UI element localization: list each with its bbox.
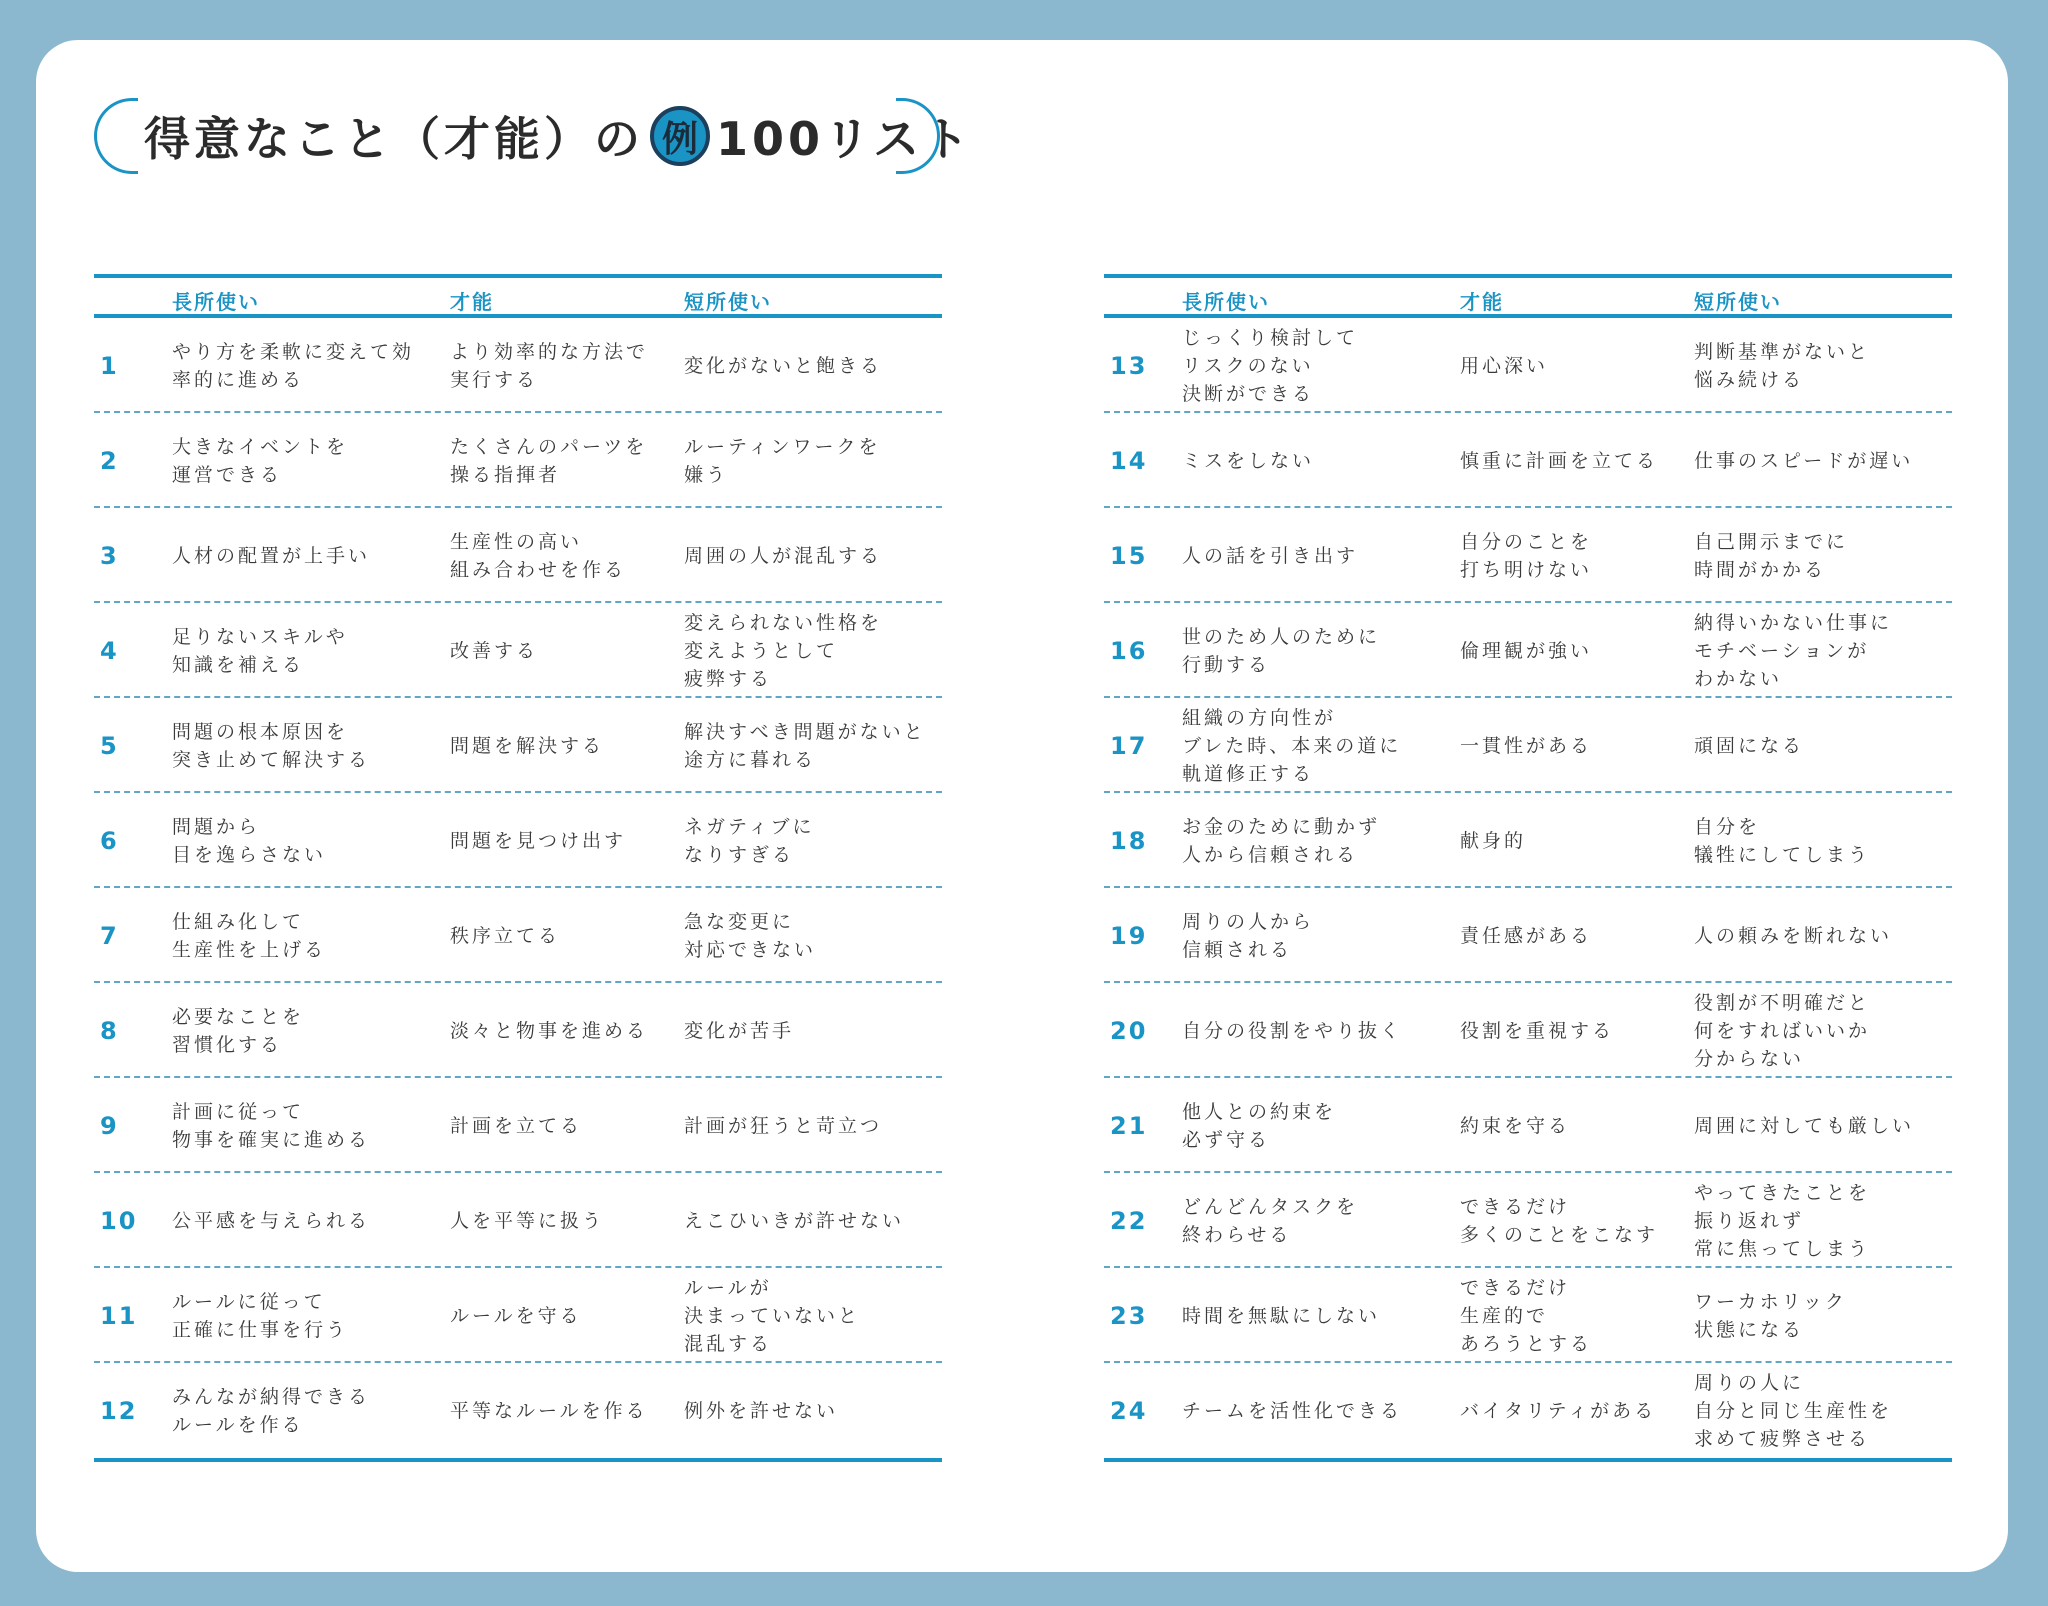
cell-talent: 人を平等に扱う [450, 1209, 605, 1232]
cell-weakness: 納得いかない仕事に モチベーションが わかない [1694, 611, 1893, 690]
row-number: 21 [1110, 1111, 1148, 1140]
cell-strength: じっくり検討して リスクのない 決断ができる [1182, 326, 1359, 405]
row-number: 5 [100, 731, 119, 760]
table-row [94, 1268, 942, 1363]
cell-strength: 人材の配置が上手い [172, 544, 371, 567]
cell-talent: 用心深い [1460, 354, 1549, 377]
row-number: 1 [100, 351, 119, 380]
cell-strength: 人の話を引き出す [1182, 544, 1359, 567]
cell-strength: 足りないスキルや 知識を補える [172, 625, 348, 676]
table-row [1104, 1078, 1952, 1173]
cell-strength: 公平感を与えられる [172, 1209, 371, 1232]
cell-weakness: 計画が狂うと苛立つ [684, 1114, 883, 1137]
cell-strength: 大きなイベントを 運営できる [172, 435, 349, 486]
cell-strength: やり方を柔軟に変えて効 率的に進める [172, 340, 415, 391]
row-number: 19 [1110, 921, 1148, 950]
header-strength: 長所使い [1182, 290, 1270, 314]
header-weakness: 短所使い [1694, 290, 1782, 314]
cell-weakness: ルールが 決まっていないと 混乱する [684, 1276, 861, 1355]
row-number: 15 [1110, 541, 1148, 570]
cell-talent: 生産性の高い 組み合わせを作る [450, 530, 627, 581]
cell-strength: 計画に従って 物事を確実に進める [172, 1100, 371, 1151]
cell-strength: 世のため人のために 行動する [1182, 625, 1381, 676]
cell-strength: 組織の方向性が ブレた時、本来の道に 軌道修正する [1182, 706, 1402, 785]
table-row [1104, 983, 1952, 1078]
cell-strength: 仕組み化して 生産性を上げる [172, 910, 327, 961]
cell-strength: どんどんタスクを 終わらせる [1182, 1195, 1359, 1246]
table-row [1104, 1173, 1952, 1268]
row-number: 11 [100, 1301, 138, 1330]
cell-weakness: 判断基準がないと 悩み続ける [1694, 340, 1871, 391]
header-weakness: 短所使い [684, 290, 772, 314]
table-row [1104, 1363, 1952, 1458]
table-row [94, 603, 942, 698]
cell-talent: より効率的な方法で 実行する [450, 340, 649, 391]
talent-table-right [1104, 274, 1952, 1462]
row-number: 10 [100, 1206, 138, 1235]
cell-talent: 献身的 [1460, 829, 1527, 852]
title-text [144, 106, 973, 166]
row-number: 23 [1110, 1301, 1148, 1330]
cell-talent: できるだけ 多くのことをこなす [1460, 1195, 1659, 1246]
table-row [94, 318, 942, 413]
cell-talent: 一貫性がある [1460, 734, 1593, 757]
cell-weakness: 解決すべき問題がないと 途方に暮れる [684, 720, 926, 771]
cell-weakness: 急な変更に 対応できない [684, 910, 817, 961]
cell-talent: 計画を立てる [450, 1114, 583, 1137]
cell-weakness: 変化が苦手 [684, 1019, 795, 1042]
table-row [94, 983, 942, 1078]
cell-talent: 淡々と物事を進める [450, 1019, 649, 1042]
row-number: 13 [1110, 351, 1148, 380]
cell-talent: 慎重に計画を立てる [1460, 449, 1659, 472]
cell-talent: 問題を解決する [450, 734, 605, 757]
cell-strength: ルールに従って 正確に仕事を行う [172, 1290, 349, 1341]
cell-strength: 他人との約束を 必ず守る [1182, 1100, 1337, 1151]
cell-strength: 自分の役割をやり抜く [1182, 1019, 1403, 1042]
table-body [94, 318, 942, 1462]
title-prefix: 得意なこと（才能）の [144, 112, 644, 166]
header-talent: 才能 [450, 290, 494, 314]
table-row [1104, 698, 1952, 793]
row-number: 14 [1110, 446, 1148, 475]
table-row [1104, 318, 1952, 413]
table-row [94, 888, 942, 983]
cell-weakness: ワーカホリック 状態になる [1694, 1290, 1847, 1341]
cell-strength: ミスをしない [1182, 449, 1315, 472]
table-row [1104, 888, 1952, 983]
cell-strength: 問題の根本原因を 突き止めて解決する [172, 720, 371, 771]
row-number: 22 [1110, 1206, 1148, 1235]
title-badge: 例 [650, 106, 710, 166]
cell-strength: 時間を無駄にしない [1182, 1304, 1381, 1327]
cell-weakness: えこひいきが許せない [684, 1209, 905, 1232]
row-number: 2 [100, 446, 119, 475]
cell-talent: できるだけ 生産的で あろうとする [1460, 1276, 1593, 1355]
table-row [94, 793, 942, 888]
cell-weakness: 周囲の人が混乱する [684, 544, 883, 567]
table-row [1104, 1268, 1952, 1363]
table-header [1104, 274, 1952, 318]
title-suffix: 100リスト [716, 112, 974, 166]
cell-weakness: ルーティンワークを 嫌う [684, 435, 881, 486]
row-number: 16 [1110, 636, 1148, 665]
page-title [94, 98, 974, 178]
table-row [94, 413, 942, 508]
row-number: 3 [100, 541, 119, 570]
cell-strength: 必要なことを 習慣化する [172, 1005, 305, 1056]
row-number: 6 [100, 826, 119, 855]
cell-weakness: 変えられない性格を 変えようとして 疲弊する [684, 611, 883, 690]
table-row [1104, 508, 1952, 603]
cell-talent: バイタリティがある [1460, 1399, 1657, 1422]
talent-table-left [94, 274, 942, 1462]
cell-weakness: 自分を 犠牲にしてしまう [1694, 815, 1871, 866]
cell-talent: 平等なルールを作る [450, 1399, 648, 1422]
table-row [1104, 603, 1952, 698]
header-strength: 長所使い [172, 290, 260, 314]
row-number: 18 [1110, 826, 1148, 855]
table-header [94, 274, 942, 318]
cell-weakness: 人の頼みを断れない [1694, 924, 1893, 947]
row-number: 20 [1110, 1016, 1148, 1045]
cell-weakness: 例外を許せない [684, 1399, 839, 1422]
cell-weakness: 役割が不明確だと 何をすればいいか 分からない [1694, 991, 1871, 1070]
cell-strength: 周りの人から 信頼される [1182, 910, 1315, 961]
cell-weakness: 自己開示までに 時間がかかる [1694, 530, 1849, 581]
cell-talent: 問題を見つけ出す [450, 829, 627, 852]
row-number: 24 [1110, 1396, 1148, 1425]
table-row [1104, 793, 1952, 888]
table-row [94, 508, 942, 603]
cell-weakness: 変化がないと飽きる [684, 354, 883, 377]
cell-weakness: 仕事のスピードが遅い [1694, 449, 1914, 472]
cell-weakness: 頑固になる [1694, 734, 1805, 757]
cell-strength: チームを活性化できる [1182, 1399, 1403, 1422]
cell-strength: 問題から 目を逸らさない [172, 815, 327, 866]
cell-talent: 役割を重視する [1460, 1019, 1615, 1042]
cell-talent: 倫理観が強い [1460, 639, 1593, 662]
cell-talent: 秩序立てる [450, 924, 561, 947]
cell-weakness: ネガティブに なりすぎる [684, 815, 815, 866]
cell-talent: ルールを守る [450, 1304, 582, 1327]
header-talent: 才能 [1460, 290, 1504, 314]
cell-strength: お金のために動かず 人から信頼される [1182, 815, 1381, 866]
row-number: 12 [100, 1396, 138, 1425]
row-number: 4 [100, 636, 119, 665]
row-number: 7 [100, 921, 119, 950]
row-number: 9 [100, 1111, 119, 1140]
table-row [1104, 413, 1952, 508]
row-number: 17 [1110, 731, 1148, 760]
table-body [1104, 318, 1952, 1462]
cell-talent: 自分のことを 打ち明けない [1460, 530, 1593, 581]
cell-weakness: 周りの人に 自分と同じ生産性を 求めて疲弊させる [1694, 1371, 1893, 1450]
cell-weakness: 周囲に対しても厳しい [1694, 1114, 1915, 1137]
cell-talent: 約束を守る [1460, 1114, 1571, 1137]
title-bracket-left [94, 98, 138, 174]
cell-talent: 改善する [450, 639, 539, 662]
table-row [94, 1363, 942, 1458]
table-row [94, 698, 942, 793]
row-number: 8 [100, 1016, 119, 1045]
cell-talent: たくさんのパーツを 操る指揮者 [450, 435, 648, 486]
cell-strength: みんなが納得できる ルールを作る [172, 1385, 371, 1436]
table-row [94, 1173, 942, 1268]
cell-weakness: やってきたことを 振り返れず 常に焦ってしまう [1694, 1181, 1871, 1260]
cell-talent: 責任感がある [1460, 924, 1593, 947]
table-row [94, 1078, 942, 1173]
